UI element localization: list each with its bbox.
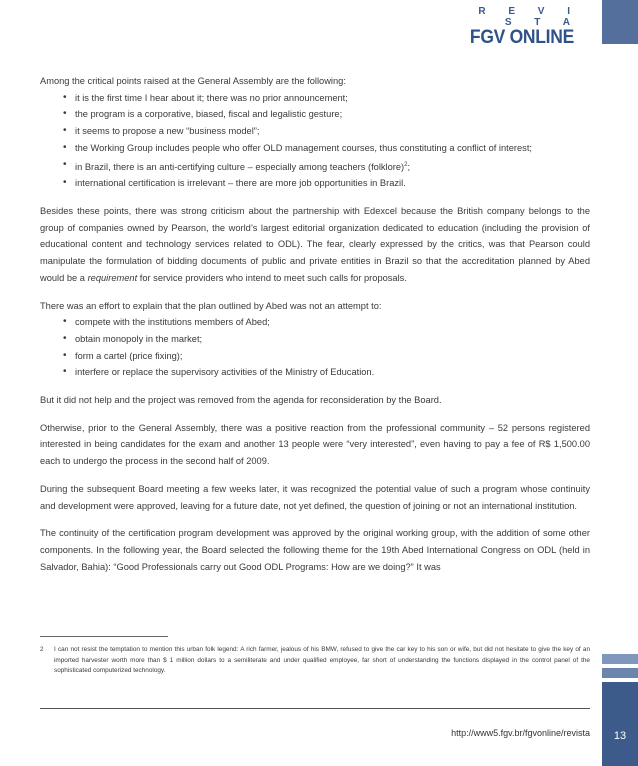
list-item: • it is the first time I hear about it; there was no prior announcement;: [65, 90, 590, 107]
side-bar-stripe-2: [602, 668, 638, 678]
footnote-ref: 2: [404, 161, 408, 168]
paragraph-otherwise: Otherwise, prior to the General Assembly, there was a positive reaction from the professional community – 52 persons registered interested in being candidates for the exam and another 13 people were “very interested”, even having to pay a fee of R$ 1,500.00 each to undergo the process in the second half of 2009.: [40, 422, 590, 467]
logo-revista: R E V I S T A: [478, 6, 580, 28]
paragraph-during: During the subsequent Board meeting a few weeks later, it was recognized the potential value of such a program whose continuity and development were approved, leaving for a future date, not yet defined, the question of joining or not an international institution.: [40, 483, 590, 511]
journal-logo: [454, 6, 580, 48]
logo-fgv-online: FGV ONLINE: [469, 27, 574, 48]
page-number: 13: [613, 730, 627, 742]
paragraph-but: But it did not help and the project was removed from the agenda for reconsideration by the Board.: [40, 395, 442, 406]
critical-points-list: [40, 90, 590, 192]
list-item: • the Working Group includes people who offer OLD management courses, thus constituting a conflict of interest;: [65, 140, 590, 157]
paragraph-continuity: The continuity of the certification program development was approved by the original working group, with the addition of some other components. In the following year, the Board selected the following theme for the 19th Abed International Congress on ODL (held in Salvador, Bahia): “Good Professionals carry out Good ODL Programs: How are we doing?” It was: [40, 528, 590, 572]
list-item: [65, 157, 590, 176]
footnote-number: 2: [40, 646, 44, 653]
list-item: • the program is a corporative, biased, fiscal and legalistic gesture;: [65, 106, 590, 123]
list-item: • interfere or replace the supervisory activities of the Ministry of Education.: [65, 364, 590, 381]
list-item: • form a cartel (price fixing);: [65, 348, 590, 365]
side-bar-bottom: [602, 682, 638, 766]
footnote-divider: [40, 636, 168, 637]
footer-url-link[interactable]: http://www5.fgv.br/fgvonline/revista: [451, 728, 590, 738]
emphasis-requirement: requirement: [87, 272, 138, 283]
paragraph-besides: [40, 203, 590, 287]
side-bar-top: [602, 0, 638, 44]
list-item: • it seems to propose a new “business model”;: [65, 123, 590, 140]
not-attempt-list: [40, 314, 590, 381]
list-item-punct: ;: [407, 161, 411, 172]
footer-divider: [40, 708, 590, 709]
paragraph-besides-text-2: for service providers who intend to meet such calls for proposals.: [137, 272, 407, 283]
list-item: • compete with the institutions members of Abed;: [65, 314, 590, 331]
paragraph-besides-text-1: Besides these points, there was strong criticism about the partnership with Edexcel because the British company belongs to the group of companies owned by Pearson, the world’s largest editorial organization dedicated to education (including the provision of educational content and technology services related to ODL). The fear, clearly expressed by the critics, was that Pearson could manipulate the formulation of bidding documents of public and private entities in Brazil so that the accreditation planned by Abed would be a: [40, 206, 590, 283]
footnote-text: I can not resist the temptation to mention this urban folk legend: A rich farmer, jealous of his BMW, refused to give the car key to his son or wife, but did not hesitate to give the key of an imported harvester worth more than $ 1 million dollars to a semiliterate and under qualified employee, far short of understanding the functions displayed in the control panel of the sophisticated computerized technology.: [54, 646, 590, 675]
side-bar-stripe-1: [602, 654, 638, 664]
list-item: • obtain monopoly in the market;: [65, 331, 590, 348]
list-item: • international certification is irrelevant – there are more job opportunities in Brazil.: [65, 175, 590, 192]
footnote: [40, 645, 590, 677]
paragraph-intro: Among the critical points raised at the General Assembly are the following:: [40, 76, 346, 86]
list-item-text: in Brazil, there is an anti-certifying culture – especially among teachers (folklore): [75, 161, 405, 172]
article-body: [40, 73, 590, 586]
paragraph-effort: There was an effort to explain that the plan outlined by Abed was not an attempt to:: [40, 300, 382, 311]
